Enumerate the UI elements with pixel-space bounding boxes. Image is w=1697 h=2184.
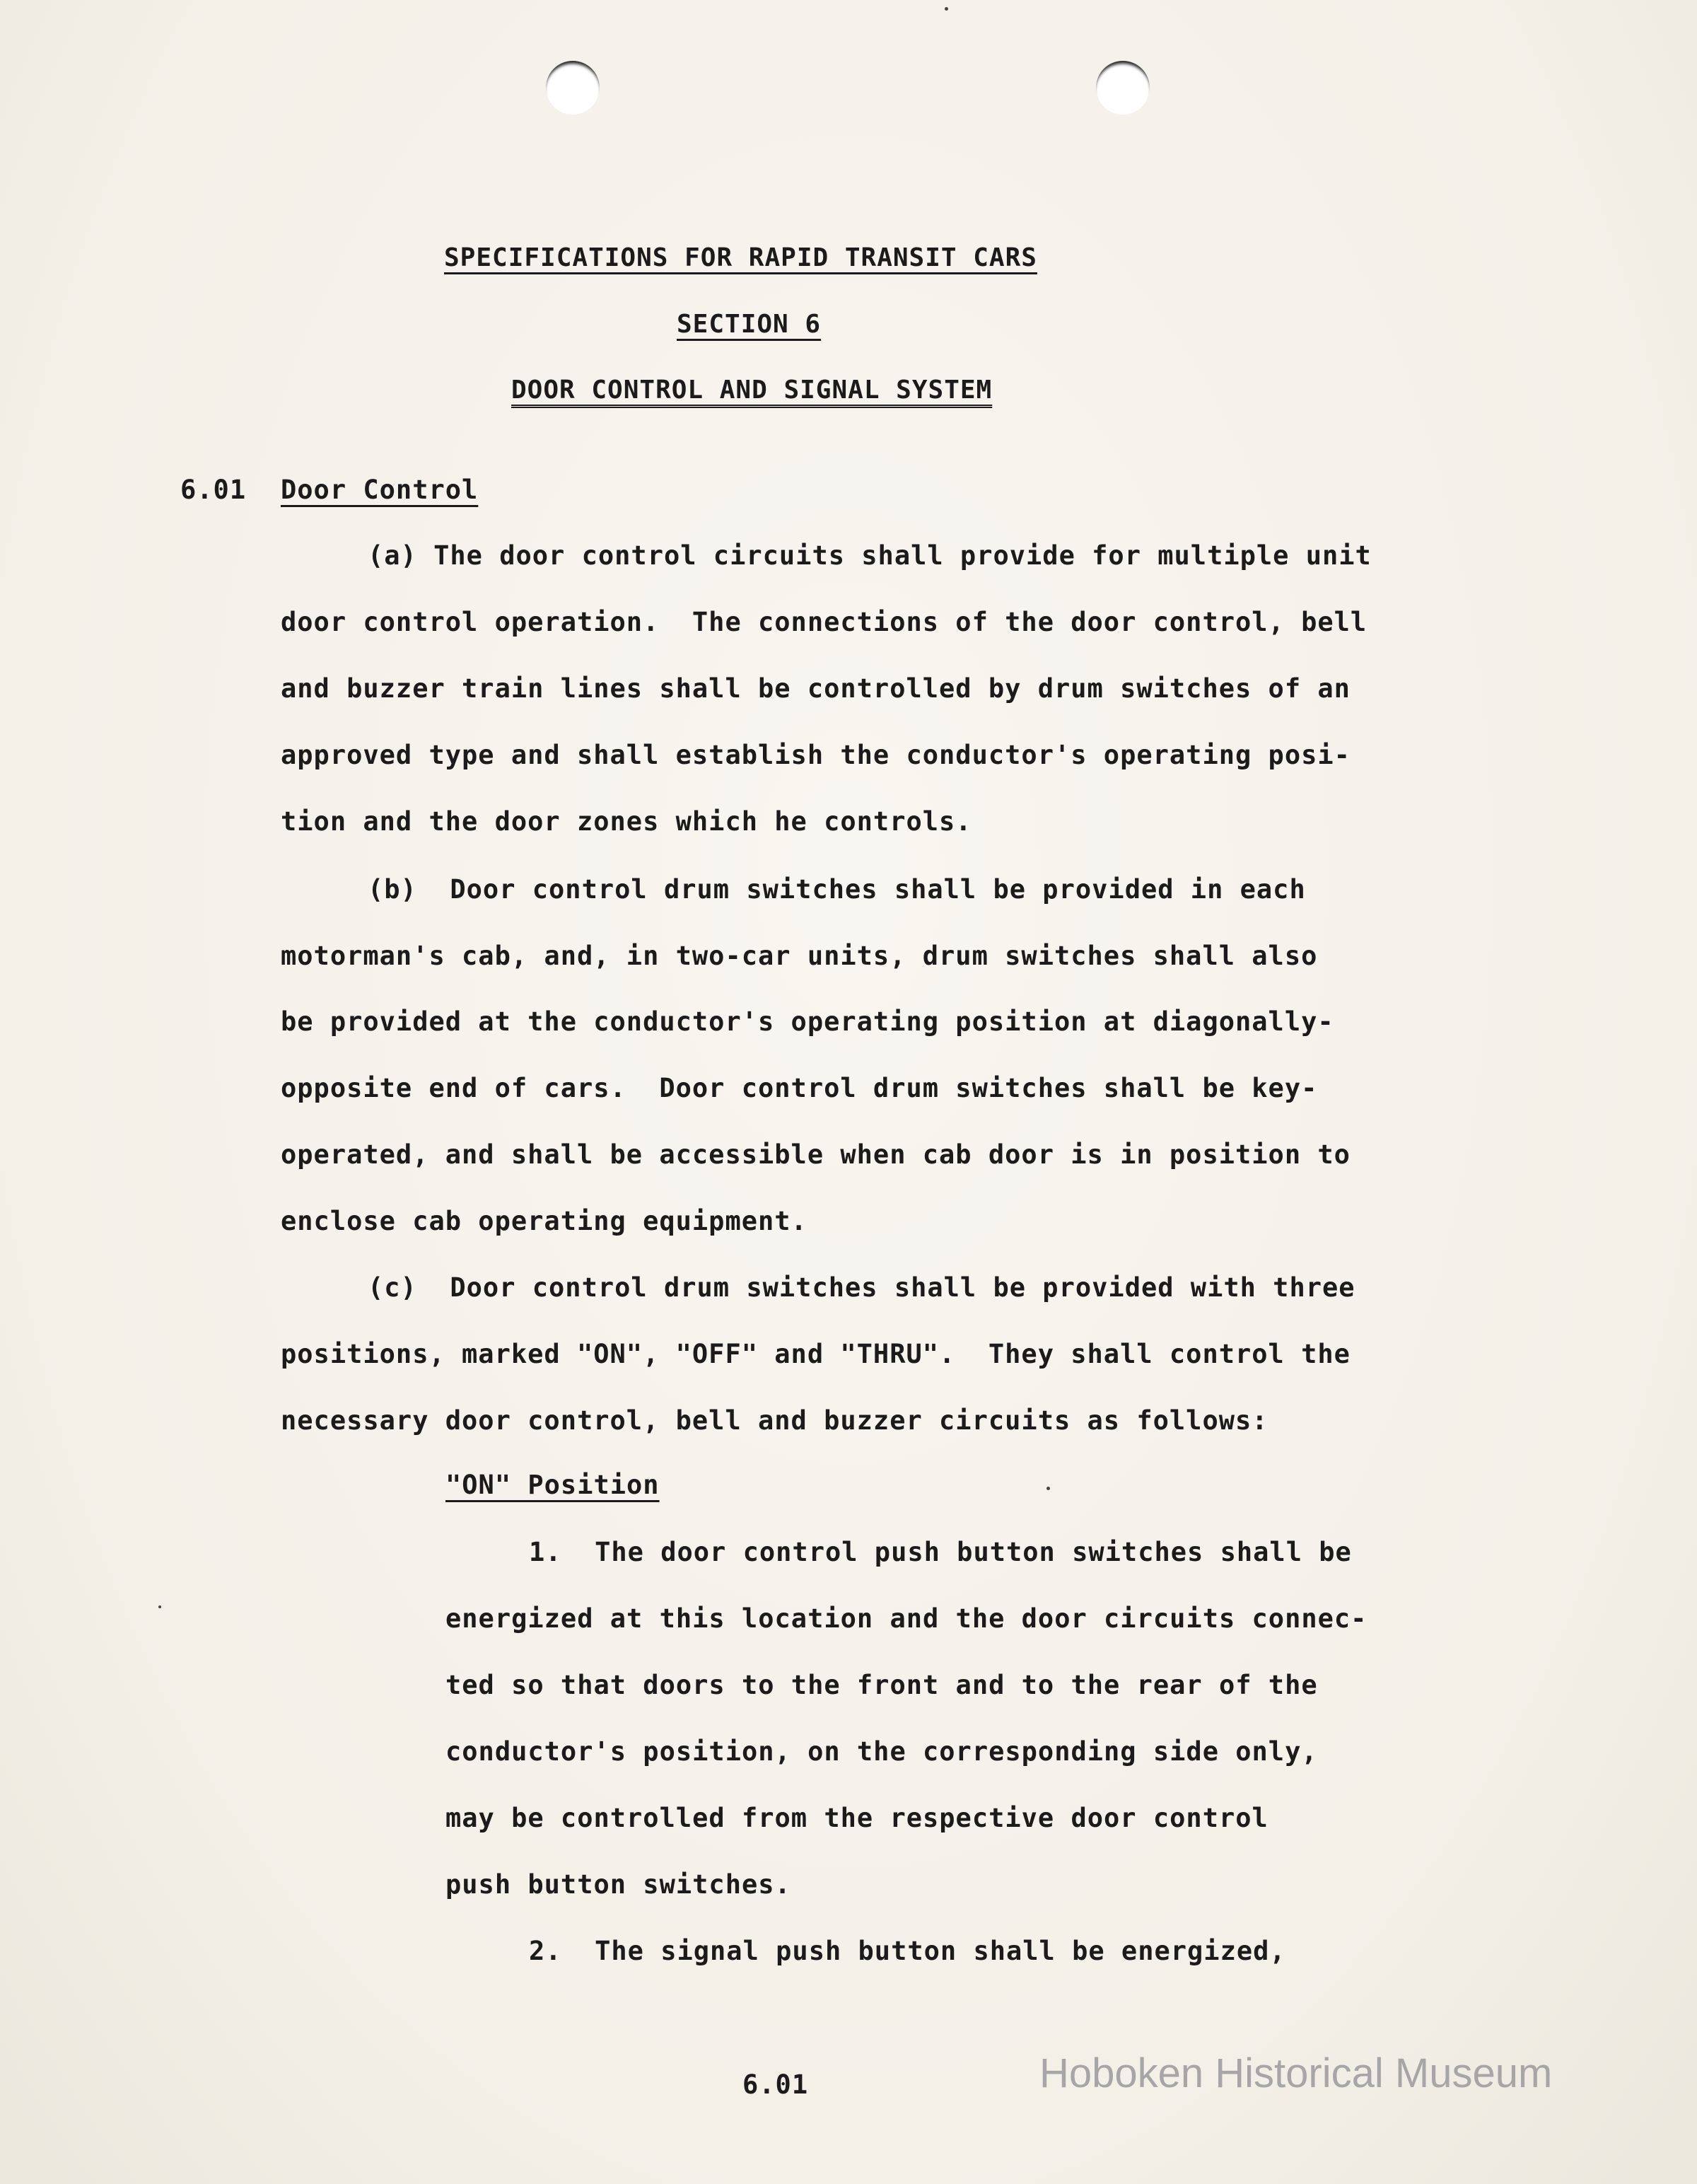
section-number: 6.01	[180, 475, 247, 505]
paragraph-a-line: door control operation. The connections of the door control, bell	[281, 607, 1367, 637]
paragraph-b-line: opposite end of cars. Door control drum switches shall be key-	[281, 1073, 1318, 1103]
page-number: 6.01	[742, 2069, 809, 2100]
item-1-line: conductor's position, on the corresponding side only,	[445, 1736, 1318, 1767]
paper-speck	[945, 7, 948, 11]
item-1-line: ted so that doors to the front and to the rear of the	[445, 1670, 1318, 1700]
item-1-line: energized at this location and the door circuits connec-	[445, 1603, 1367, 1634]
document-title: SPECIFICATIONS FOR RAPID TRANSIT CARS	[444, 243, 1037, 272]
paragraph-c-line: necessary door control, bell and buzzer circuits as follows:	[281, 1405, 1269, 1436]
paragraph-a-line: tion and the door zones which he controls.	[281, 806, 972, 837]
paragraph-c-line: positions, marked "ON", "OFF" and "THRU". They shall control the	[281, 1339, 1351, 1369]
paragraph-b-line: enclose cab operating equipment.	[281, 1206, 807, 1236]
section-label: SECTION 6	[677, 310, 822, 339]
paragraph-a-line: approved type and shall establish the conductor's operating posi-	[281, 740, 1351, 770]
punch-hole-right	[1096, 61, 1150, 115]
museum-watermark: Hoboken Historical Museum	[1039, 2050, 1553, 2096]
paragraph-c-line: (c) Door control drum switches shall be provided with three	[368, 1272, 1355, 1303]
paragraph-a-line: and buzzer train lines shall be controlled by drum switches of an	[281, 673, 1351, 704]
item-1-line: push button switches.	[445, 1869, 791, 1900]
paper-speck	[158, 1605, 161, 1608]
on-position-heading: "ON" Position	[445, 1470, 660, 1500]
paragraph-b-line: be provided at the conductor's operating position at diagonally-	[281, 1006, 1334, 1037]
paragraph-b-line: (b) Door control drum switches shall be provided in each	[368, 874, 1306, 905]
section-heading: Door Control	[281, 475, 479, 505]
paragraph-b-line: operated, and shall be accessible when cab door is in position to	[281, 1139, 1351, 1170]
section-subtitle: DOOR CONTROL AND SIGNAL SYSTEM	[511, 376, 993, 405]
punch-hole-left	[546, 61, 600, 115]
paper-speck	[1046, 1487, 1050, 1490]
item-2-line: 2. The signal push button shall be energized,	[529, 1936, 1286, 1966]
paragraph-b-line: motorman's cab, and, in two-car units, drum switches shall also	[281, 941, 1318, 971]
item-1-line: 1. The door control push button switches shall be	[529, 1537, 1352, 1567]
item-1-line: may be controlled from the respective door control	[445, 1803, 1269, 1833]
paragraph-a-line: (a) The door control circuits shall provide for multiple unit	[368, 540, 1372, 571]
